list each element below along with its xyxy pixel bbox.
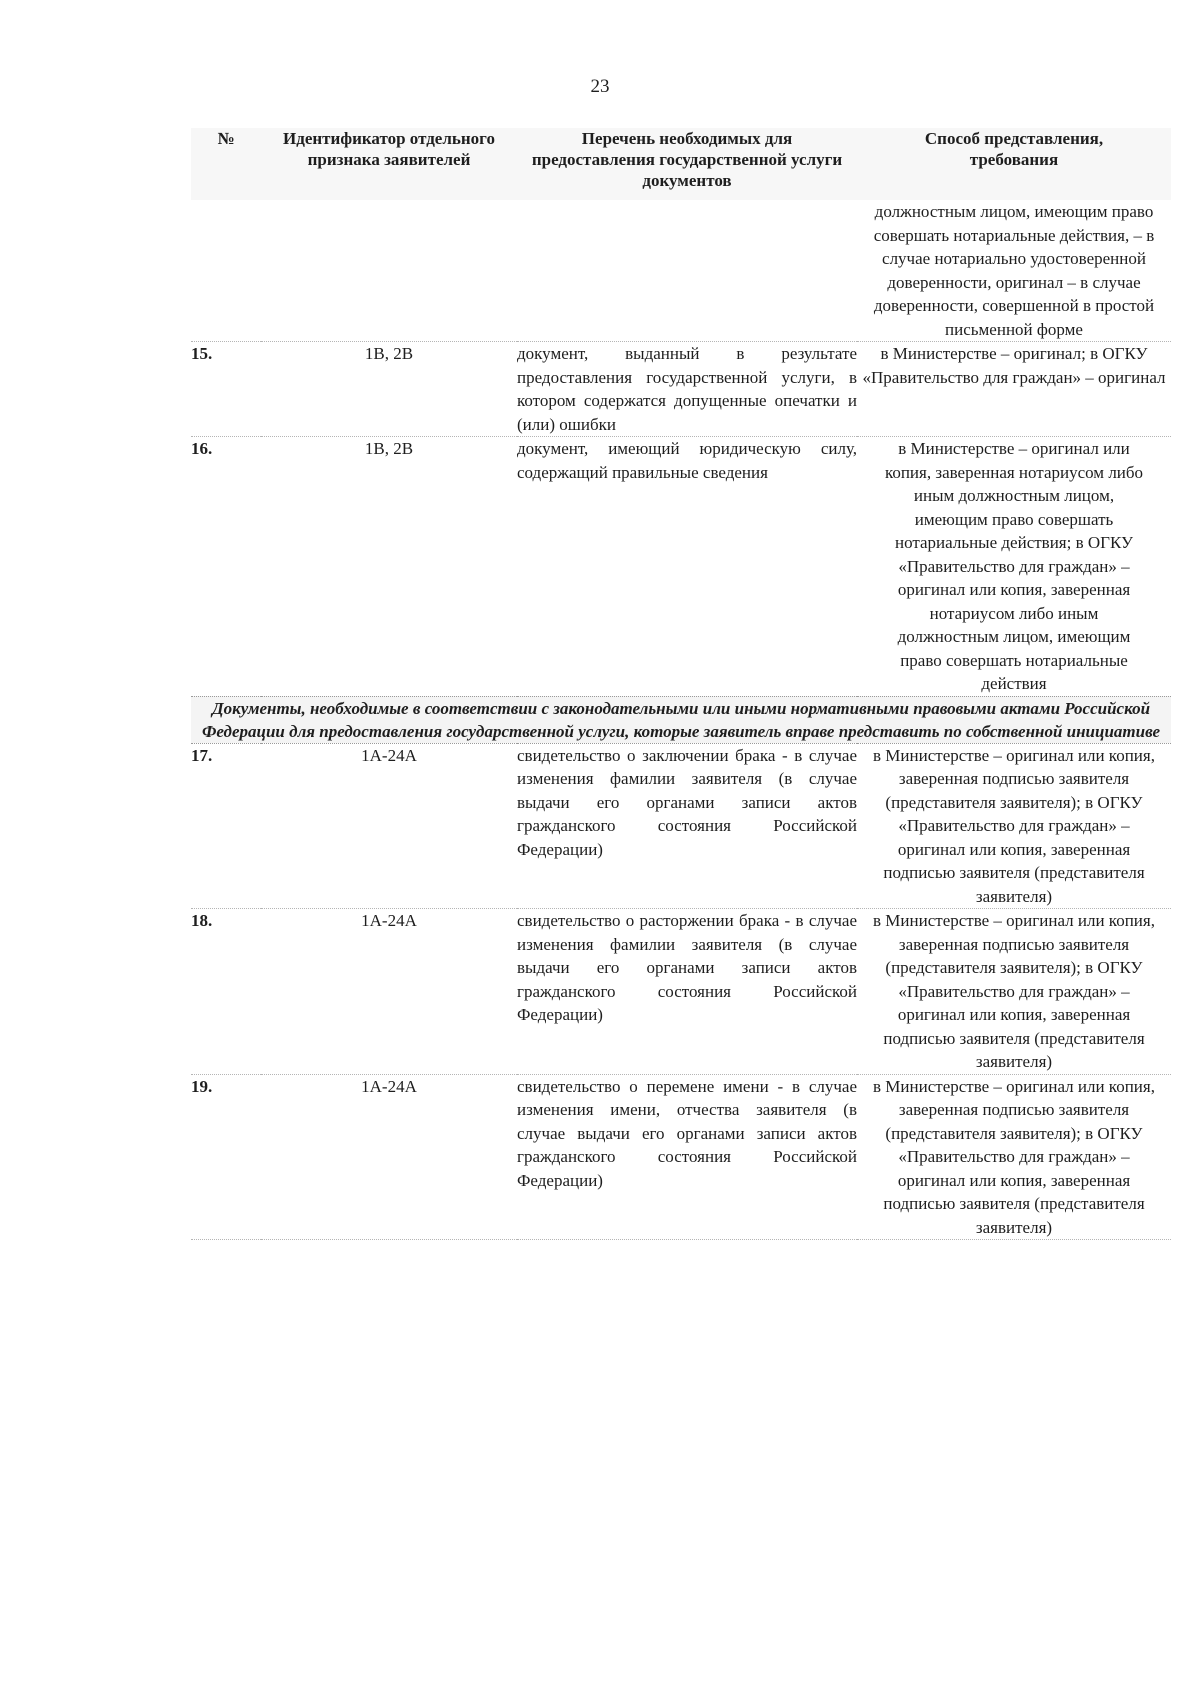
table-row: [191, 1074, 1171, 1240]
cell-identifier: 1А-24А: [261, 1074, 517, 1240]
cell-method: в Министерстве – оригинал или копия, заверенная нотариусом либо иным должностным лицом, имеющим право совершать нотариальные действия; в ОГКУ «Правительство для граждан» – оригинал или копия, заверенная нотариусом либо иным должностным лицом, имеющим право совершать нотариальные действия: [857, 437, 1171, 697]
table-row: [191, 743, 1171, 909]
cell-method: в Министерстве – оригинал; в ОГКУ «Правительство для граждан» – оригинал: [857, 342, 1171, 437]
page-number: 23: [590, 76, 610, 97]
cell-identifier: 1В, 2В: [261, 342, 517, 437]
table-row-continuation: [191, 200, 1171, 342]
cell-method: в Министерстве – оригинал или копия, заверенная подписью заявителя (представителя заявителя); в ОГКУ «Правительство для граждан» – оригинал или копия, заверенная подписью заявителя (представителя заявителя): [857, 1074, 1171, 1240]
cell-method: должностным лицом, имеющим право совершать нотариальные действия, – в случае нотариально удостоверенной доверенности, оригинал – в случае доверенности, совершенной в простой письменной форме: [873, 202, 1155, 339]
section-title: Документы, необходимые в соответствии с законодательными или иными нормативными правовыми актами Российской Федерации для предоставления государственной услуги, которые заявитель вправе представить по собственной инициативе: [191, 696, 1171, 743]
header-documents: Перечень необходимых для предоставления государственной услуги документов: [517, 128, 857, 200]
cell-documents: свидетельство о перемене имени - в случае изменения имени, отчества заявителя (в случае выдачи его органами записи актов гражданского состояния Российской Федерации): [517, 1074, 857, 1240]
header-method: Способ представления, требования: [857, 128, 1171, 200]
table-row: [191, 909, 1171, 1075]
table-row: [191, 437, 1171, 697]
cell-identifier: 1А-24А: [261, 743, 517, 909]
table-row: [191, 342, 1171, 437]
cell-num: 19.: [191, 1074, 261, 1240]
cell-num: 15.: [191, 342, 261, 437]
cell-num: 18.: [191, 909, 261, 1075]
documents-table: [191, 128, 1171, 1240]
cell-documents: свидетельство о заключении брака - в случае изменения фамилии заявителя (в случае выдачи его органами записи актов гражданского состояния Российской Федерации): [517, 743, 857, 909]
cell-documents: документ, имеющий юридическую силу, содержащий правильные сведения: [517, 437, 857, 697]
header-identifier: Идентификатор отдельного признака заявителей: [261, 128, 517, 200]
cell-num: 16.: [191, 437, 261, 697]
cell-method: в Министерстве – оригинал или копия, заверенная подписью заявителя (представителя заявителя); в ОГКУ «Правительство для граждан» – оригинал или копия, заверенная подписью заявителя (представителя заявителя): [857, 743, 1171, 909]
cell-identifier: 1В, 2В: [261, 437, 517, 697]
cell-documents: документ, выданный в результате предоставления государственной услуги, в котором содержатся допущенные опечатки и (или) ошибки: [517, 342, 857, 437]
section-row: [191, 696, 1171, 743]
cell-documents: свидетельство о расторжении брака - в случае изменения фамилии заявителя (в случае выдачи его органами записи актов гражданского состояния Российской Федерации): [517, 909, 857, 1075]
cell-num: 17.: [191, 743, 261, 909]
cell-identifier: 1А-24А: [261, 909, 517, 1075]
table-header: [191, 128, 1171, 200]
header-num: №: [191, 128, 261, 200]
cell-method: в Министерстве – оригинал или копия, заверенная подписью заявителя (представителя заявителя); в ОГКУ «Правительство для граждан» – оригинал или копия, заверенная подписью заявителя (представителя заявителя): [857, 909, 1171, 1075]
